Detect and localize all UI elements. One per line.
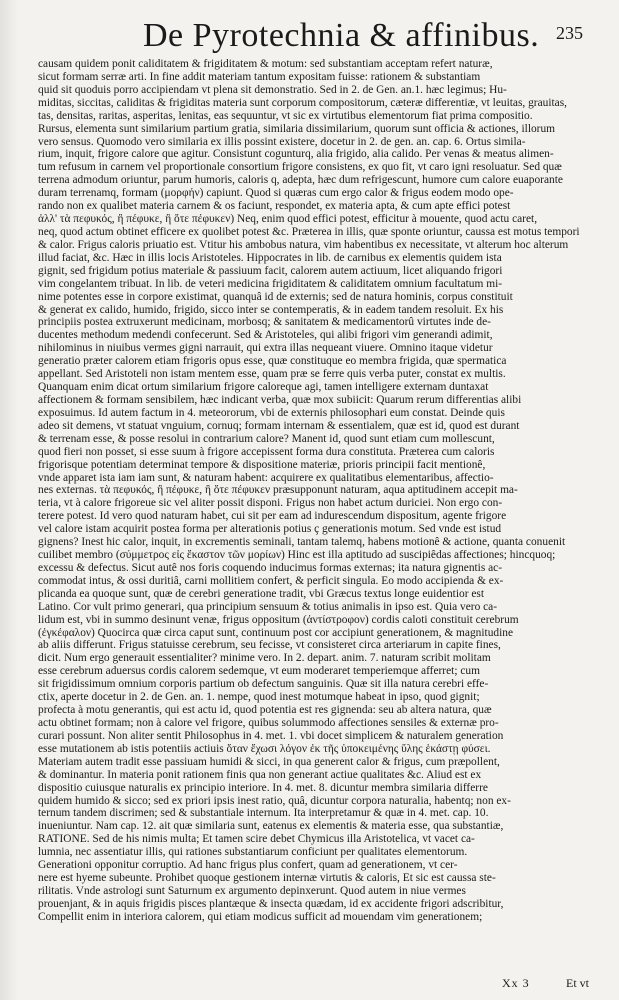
text-line: cuilibet membro (σύμμετρος εἰς ἕκαστον τῶν μορίων) Hinc est illa aptitudo ad suscipiêdas affectiones; hincquoq; — [38, 549, 556, 562]
text-line: ducentes methodum medendi confecerunt. Sed & Aristoteles, qui alibi frigori vim generandi adimit, — [38, 329, 493, 342]
body-text — [38, 58, 600, 924]
gutter-shadow — [0, 0, 18, 1000]
text-line: dispositio cuiusque naturalis ex principio interiore. In 4. met. 8. dicuntur membra similaria differre — [38, 781, 488, 794]
text-line: prouenjant, & in aquis frigidis pisces plantæque & insecta quædam, id ex accidente frigori adscribitur, — [38, 897, 504, 910]
text-line: Materiam autem tradit esse passiuam humidi & sicci, in qua generent calor & frigus, cum præpollent, — [38, 755, 500, 768]
text-line: commodat intus, & ossi duritiâ, carni mollitiem confert, & perficit singula. Eo modo accipienda & ex- — [38, 574, 504, 587]
text-line: sit frigidissimum omnium corporis partium ob defectum sanguinis. Quæ sit illa natura cerebri effe- — [38, 678, 489, 691]
text-line: profecta à motu generantis, qui est actu id, quod potentia est res gignenda: seu ab altera natura, quæ — [38, 704, 492, 717]
text-line: tas, densitas, raritas, asperitas, lenitas, eas sequuntur, vt sic ex virtutibus elementorum fiat prima compositio. — [38, 109, 533, 122]
text-line: nihilominus in niuibus vermes gigni narrauit, qui extra illas nequeant viuere. Omnino itaque videtur — [38, 342, 493, 355]
text-line: & calor. Frigus caloris priuatio est. Vtitur his ambobus natura, vim habentibus ex necessitate, vt alterum hoc alterum — [38, 238, 569, 251]
text-line: miditas, siccitas, caliditas & frigiditas materia sunt corporum compositorum, cæteræ differentiæ, vt leuitas, grauitas, — [38, 96, 568, 109]
page-number: 235 — [556, 23, 583, 43]
text-line: duram terrenamq, formam (μορφήν) capiunt. Quod si quæras cum ergo calor & frigus eodem modo ope- — [38, 187, 514, 200]
running-title: De Pyrotechnia & affinibus. — [143, 17, 540, 54]
text-line: frigorisque potentiam determinat tempore & dispositione materiæ, prioris principii facit mentionê, — [38, 458, 486, 471]
text-line: excessu & defectus. Sicut autê nos foris coquendo inducimus formas externas; ita natura gignentis ac- — [38, 561, 503, 574]
text-line: generatio præter calorem etiam frigoris opus esse, quæ constituque eo membra frigida, quæ spermatica — [38, 355, 507, 368]
text-line: adeo sit demens, vt statuat vnguium, cornuq; formam internam & essentialem, quæ est id, quod est durant — [38, 419, 520, 432]
text-line: lumnia, nec assentiatur illis, qui rationes substantiarum conficiunt per qualitates elementorum. — [38, 846, 468, 859]
text-line: esse cerebrum aduersus cordis calorem sedemque, vt eum moderaret temperiemque afferret; cum — [38, 665, 480, 678]
text-line: illud faciat, &c. Hæc in illis locis Aristoteles. Hippocrates in lib. de carnibus ex elementis quidem ista — [38, 251, 502, 264]
text-line: quidem humido & sicco; sed ex priori ipsis inest ratio, quâ, dicuntur corpora naturalia, habentq; non ex- — [38, 794, 511, 807]
text-line: quod fieri non posset, si esse suum à frigore accepissent forma dura constituta. Præterea cum caloris — [38, 445, 495, 458]
text-line: Rursus, elementa sunt similarium partium gratia, similaria dissimilarium, quorum sunt officia & actiones, illorum — [38, 122, 556, 135]
text-line: ab aliis differunt. Frigus statuisse cerebrum, seu fecisse, vt consisteret circa arteriarum in capite fines, — [38, 639, 501, 652]
text-line: esse mutationem ab istis potentiis actiuis ὅταν ἔχωσι λόγον ἐκ τῆς ὑποκειμένης ὕλης ἑκάστῃ φύσει. — [38, 742, 491, 755]
text-line: dicit. Num ergo generauit essentialiter? minime vero. In 2. depart. anim. 7. naturam scribit molitam — [38, 652, 491, 665]
text-line: Quanquam enim dicat ortum similarium frigore caloreque agi, tamen intelligere externam duntaxat — [38, 381, 489, 394]
text-line: principiis postea extruxerunt medicinam, morbosq; & sanitatem & medicamentorû virtutes inde de- — [38, 316, 491, 329]
signature-mark: Xx 3 — [502, 976, 530, 990]
text-line: vim congelantem tribuat. In lib. de veteri medicina frigiditatem & caliditatem omnium facultatum mi- — [38, 277, 503, 290]
text-line: rium, inquit, frigore calore que agitur. Consistunt cogunturq, alia frigido, alia calido. Per venas & meatus alimen- — [38, 148, 554, 161]
text-line: neq, quod actum obtinet efficere ex quolibet potest &c. Præterea in illis, quæ sponte oriuntur, caussa est motus tempori — [38, 225, 580, 238]
text-line: RATIONE. Sed de his nimis multa; Et tamen scire debet Chymicus illa Aristotelica, vt vacet ca- — [38, 833, 475, 846]
text-line: affectionem & formam sensibilem, hæc indicant verba, quæ mox subiicit: Quarum rerum differentias alibi — [38, 393, 522, 406]
text-line: ternum tandem discrimen; sed & substantiale internum. Ita interpretamur & quæ in 4. met. cap. 10. — [38, 807, 489, 820]
text-line: rando non ex qualibet materia carnem & os faciunt, respondet, ex materia apta, & cum apte effici potest — [38, 200, 511, 213]
text-line: exposuimus. Id autem factum in 4. meteororum, vbi de externis philosophari eum constat. Deinde quis — [38, 406, 505, 419]
text-line: Generationi opponitur corruptio. Ad hanc frigus plus confert, quam ad generationem, vt cer- — [38, 859, 458, 872]
text-line: inueniuntur. Nam cap. 12. ait quæ similaria sunt, eatenus ex elementis & materia esse, qua substantiæ, — [38, 820, 504, 833]
text-line: curari possunt. Non aliter sentit Philosophus in 4. met. 1. vbi docet simplicem & naturalem generation — [38, 729, 504, 742]
text-line: gignens? Inest hic calor, inquit, in excrementis seminali, tantam talemq, habens motionê & actione, quanta conuenit — [38, 536, 566, 549]
text-line: & generat ex calido, humido, frigido, sicco inter se contemperatis, & in eadem tandem resoluit. Ex his — [38, 303, 504, 316]
text-line: teria, vt à calore frigoreue sic vel aliter possit disponi. Frigus non habet actum duriciei. Non ergo con- — [38, 497, 503, 510]
text-line: vero sensus. Quomodo vero similaria ex illis possint existere, docetur in 2. de gen. an. cap. 6. Ortus simila- — [38, 135, 526, 148]
text-line: vnde apparet ista iam iam sunt, & naturam habent: acquirere ex qualitatibus elementaribus, affectio- — [38, 471, 494, 484]
text-line: rilitatis. Vnde astrologi sunt Saturnum ex argumento depinxerunt. Quod autem in niue vermes — [38, 885, 466, 897]
text-line: quid sit quoduis porro accipiendam vt plena sit demonstratio. Sed in 2. de Gen. an.1. hæc legimus; Hu- — [38, 83, 507, 96]
text-line: tum refusum in carnem vel proportionale consortium frigore consistens, ex quo fit, vt caro igni resoluatur. Sed quæ — [38, 161, 562, 174]
page-header — [0, 10, 619, 56]
text-line: terere potest. Id vero quod naturam habet, cui sit per eam ad indurescendum dispositum, agente frigore — [38, 510, 507, 523]
text-line: & terrenam esse, & posse resolui in contrarium calore? Manent id, quod sunt etiam cum mollescunt, — [38, 432, 495, 445]
page-footer — [0, 976, 619, 996]
text-line: terrena admodum oriuntur, parum humoris, caloris q, adepta, hæc dum refrigescunt, humore cum calore euaporante — [38, 174, 563, 187]
text-line: sicut formam serræ arti. In fine addit materiam tantum expositam fuisse: rationem & substantiam — [38, 70, 481, 83]
text-line: ἀλλ' τὰ πεφυκός, ἢ πέφυκε, ἢ ὅτε πέφυκεν) Neq, enim quod effici potest, efficitur à mouente, quod actu caret, — [38, 213, 538, 226]
text-line: lidum est, vbi in summo desinunt venæ, frigus oppositum (ἀντίστροφον) cordis caloti constituit cerebrum — [38, 613, 519, 626]
text-line: appellant. Sed Aristoteli non istam mentem esse, quam præ se ferre quis verba puter, constat ex multis. — [38, 368, 506, 381]
text-line: gignit, sed frigidum potius materiale & passiuum facit, calorem autem actiuum, licet aliquando frigori — [38, 264, 503, 277]
text-line: actu obtinet formam; non à calore vel frigore, quibus solummodo affectiones sensiles & externæ pro- — [38, 717, 499, 730]
catchword: Et vt — [566, 976, 589, 990]
text-line: ctix, aperte docetur in 2. de Gen. an. 1. nempe, quod inest motumque habeat in ipso, quod gignit; — [38, 691, 480, 704]
text-line: Latino. Cor vult primo generari, qua principium sensuum & totius animalis in ipso est. Quia vero ca- — [38, 600, 498, 613]
text-line: & dominantur. In materia ponit rationem finis qua non generant actiue qualitates &c. Aliud est ex — [38, 768, 482, 781]
text-line: causam quidem ponit caliditatem & frigiditatem & motum: sed substantiam acceptam refert naturæ, — [38, 58, 493, 70]
text-line: Compellit enim in interiora calorem, qui etiam modicus sufficit ad mouendam vim generationem; — [38, 910, 483, 923]
text-line: nere est hyeme subeunte. Prohibet quoque gestionem internæ virtutis & caloris, Et sic est caussa ste- — [38, 872, 496, 885]
text-line: nime potentes esse in corpore existimat, quanquâ id de externis; sed de natura hominis, corpus constituit — [38, 290, 513, 303]
text-line: plicanda ea quoque sunt, quæ de cerebri generatione tradit, vbi Græcus textus longe euidentior est — [38, 587, 484, 600]
text-line: nes externas. τὰ πεφυκός, ἢ πέφυκε, ἢ ὅτε πέφυκεν præsupponunt naturam, aqua aptitudinem accepit ma- — [38, 484, 518, 497]
text-line: (ἐγκέφαλον) Quocirca quæ circa caput sunt, continuum post cor accipiunt generationem, & magnitudine — [38, 626, 514, 639]
text-line: vel calore istam acquirit postea forma per alterationis potius ç generationis motum. Sed vnde est istud — [38, 523, 502, 536]
